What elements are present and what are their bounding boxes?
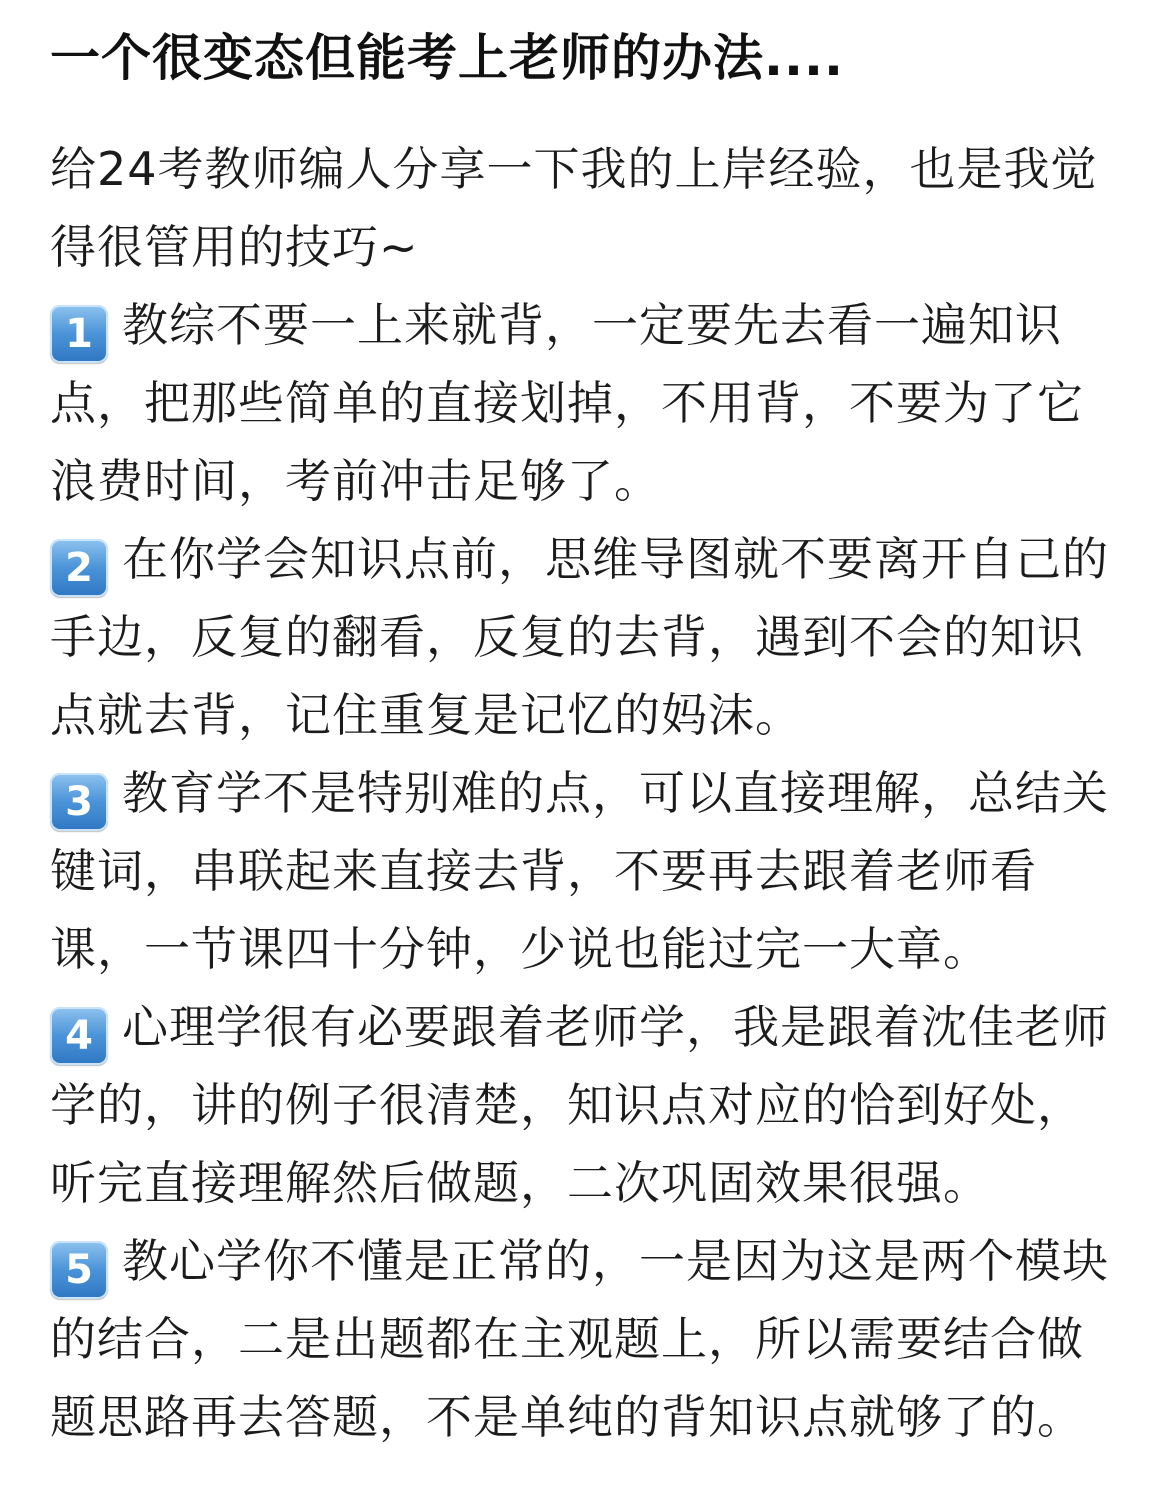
keycap-3-icon: 3 bbox=[50, 773, 108, 831]
tip-item-3 bbox=[50, 754, 1110, 988]
keycap-5-icon: 5 bbox=[50, 1241, 108, 1299]
tip-text-5: 教心学你不懂是正常的，一是因为这是两个模块的结合，二是出题都在主观题上，所以需要结合做题思路再去答题，不是单纯的背知识点就够了的。 bbox=[50, 1234, 1109, 1444]
tip-text-3: 教育学不是特别难的点，可以直接理解，总结关键词，串联起来直接去背，不要再去跟着老师看课，一节课四十分钟，少说也能过完一大章。 bbox=[50, 766, 1109, 976]
tip-item-1 bbox=[50, 286, 1110, 520]
post-body bbox=[50, 130, 1110, 1456]
keycap-1-icon: 1 bbox=[50, 305, 108, 363]
keycap-2-icon: 2 bbox=[50, 539, 108, 597]
tip-text-1: 教综不要一上来就背，一定要先去看一遍知识点，把那些简单的直接划掉，不用背，不要为了它浪费时间，考前冲击足够了。 bbox=[50, 298, 1084, 508]
post-title: 一个很变态但能考上老师的办法.... bbox=[50, 29, 844, 87]
tip-text-4: 心理学很有必要跟着老师学，我是跟着沈佳老师学的，讲的例子很清楚，知识点对应的恰到好处，听完直接理解然后做题，二次巩固效果很强。 bbox=[50, 1000, 1109, 1210]
tip-text-2: 在你学会知识点前，思维导图就不要离开自己的手边，反复的翻看，反复的去背，遇到不会的知识点就去背，记住重复是记忆的妈沫。 bbox=[50, 532, 1109, 742]
intro-paragraph: 给24考教师编人分享一下我的上岸经验，也是我觉得很管用的技巧~ bbox=[50, 142, 1098, 274]
keycap-4-icon: 4 bbox=[50, 1007, 108, 1065]
tip-item-2 bbox=[50, 520, 1110, 754]
tip-item-4 bbox=[50, 988, 1110, 1222]
tip-item-5 bbox=[50, 1222, 1110, 1456]
